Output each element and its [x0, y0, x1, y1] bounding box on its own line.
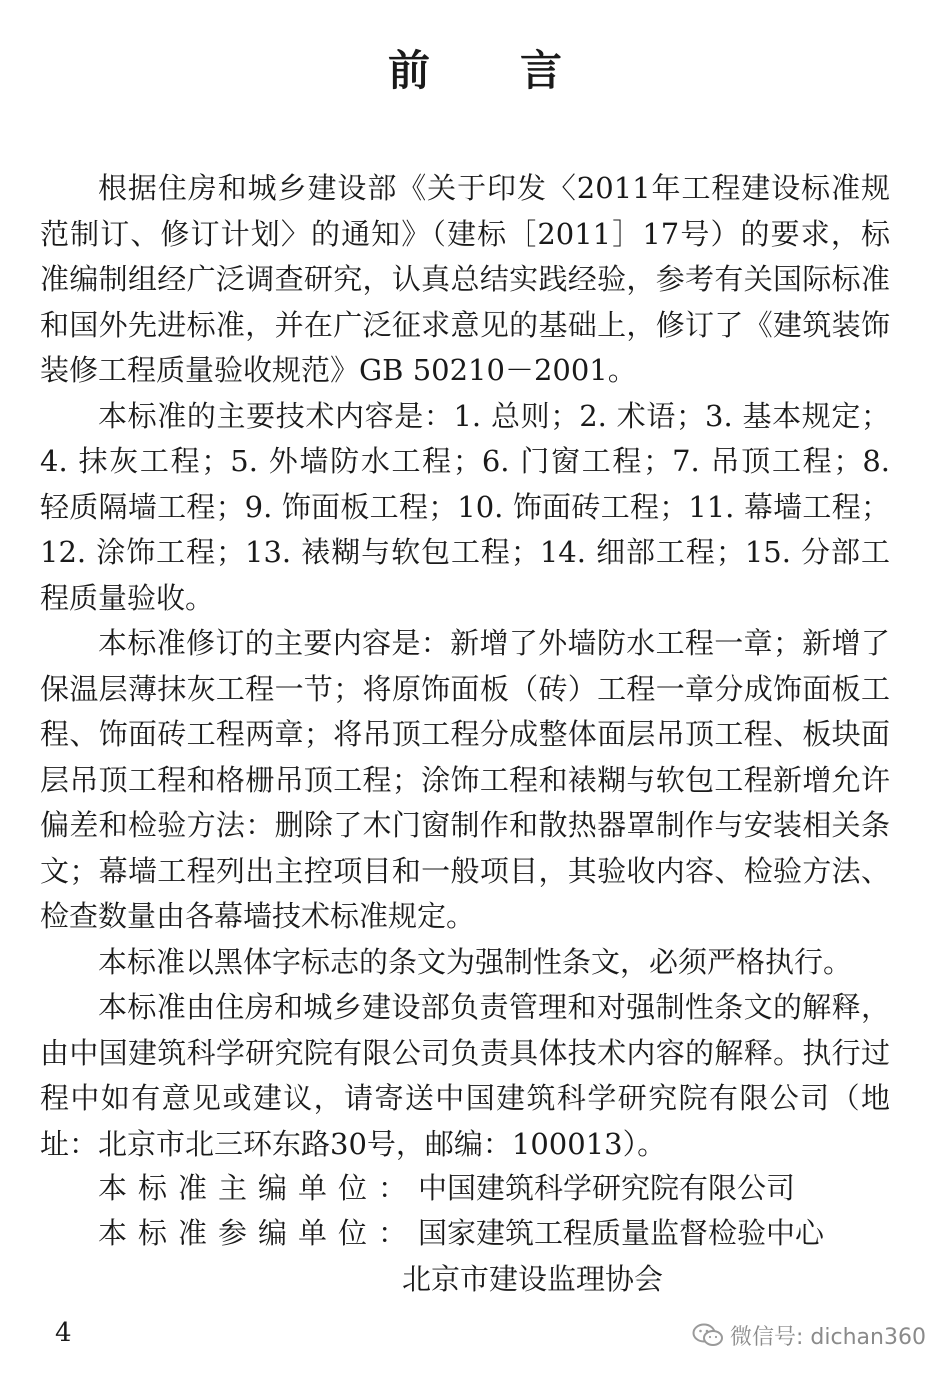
participating-unit-value-2: 北京市建设监理协会: [402, 1262, 664, 1296]
chief-unit-label: 本标准主编单位：: [98, 1171, 419, 1205]
chief-unit-value: 中国建筑科学研究院有限公司: [418, 1171, 796, 1205]
paragraph-1: 根据住房和城乡建设部《关于印发〈2011年工程建设标准规范制订、修订计划〉的通知》（建标［2011］17号）的要求，标准编制组经广泛调查研究，认真总结实践经验，参考有关国际标准和国外先进标准，并在广泛征求意见的基础上，修订了《建筑装饰装修工程质量验收规范》GB 50210－2001。: [40, 171, 890, 387]
title-char-1: 前: [387, 46, 430, 95]
paragraph-4: 本标准以黑体字标志的条文为强制性条文，必须严格执行。: [98, 944, 853, 979]
paragraph-5: 本标准由住房和城乡建设部负责管理和对强制性条文的解释，由中国建筑科学研究院有限公司负责具体技术内容的解释。执行过程中如有意见或建议，请寄送中国建筑科学研究院有限公司（地址：北京市北三环东路30号，邮编：100013）。: [40, 990, 890, 1161]
participating-unit-row: [98, 1211, 824, 1257]
page-title: [0, 38, 950, 98]
wechat-icon: [692, 1322, 724, 1348]
paragraph-3: 本标准修订的主要内容是：新增了外墙防水工程一章；新增了保温层薄抹灰工程一节；将原饰面板（砖）工程一章分成饰面板工程、饰面砖工程两章；将吊顶工程分成整体面层吊顶工程、板块面层吊顶工程和格栅吊顶工程；涂饰工程和裱糊与软包工程新增允许偏差和检验方法：删除了木门窗制作和散热器罩制作与安装相关条文；幕墙工程列出主控项目和一般项目，其验收内容、检验方法、检查数量由各幕墙技术标准规定。: [40, 626, 890, 933]
watermark-text: 微信号: dichan360: [730, 1324, 926, 1350]
participating-unit-label: 本标准参编单位：: [98, 1216, 419, 1250]
participating-unit-row-2: [402, 1257, 663, 1303]
page-number: 4: [55, 1318, 72, 1348]
participating-unit-value-1: 国家建筑工程质量监督检验中心: [418, 1216, 825, 1250]
wechat-watermark: [692, 1320, 926, 1350]
paragraph-2: 本标准的主要技术内容是：1. 总则；2. 术语；3. 基本规定；4. 抹灰工程；5. 外墙防水工程；6. 门窗工程；7. 吊顶工程；8. 轻质隔墙工程；9. 饰面板工程；10. 饰面砖工程；11. 幕墙工程；12. 涂饰工程；13. 裱糊与软包工程；14. 细部工程；15. 分部工程质量验收。: [40, 398, 890, 615]
chief-unit-row: [98, 1166, 795, 1212]
preface-body: [40, 166, 890, 1167]
title-char-2: 言: [520, 46, 563, 95]
